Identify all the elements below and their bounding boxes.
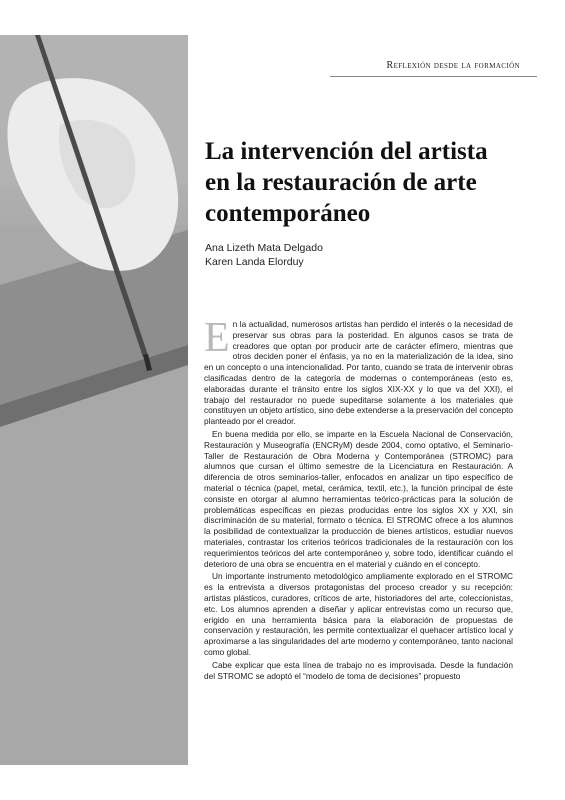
author-1: Ana Lizeth Mata Delgado	[205, 242, 323, 254]
article-body	[204, 315, 514, 683]
section-label: Reflexión desde la formación	[386, 60, 520, 71]
photo-illustration	[0, 35, 188, 765]
paragraph-1-text: n la actualidad, numerosos artistas han perdido el interés o la necesidad de preservar sus obras para la posteridad. En algunos casos se trata de creadores que optan por producir arte de carácter efímero, mientras que otros deciden poner el énfasis, ya no en la materialización de la idea, sino en un concepto o una intencionalidad. Por tanto, cuando se trata de intervenir obras clasificadas dentro de la categoría de modernas o contemporáneas (esto es, elaboradas durante el tránsito entre los siglos XIX-XX y lo que va del XXI), el trabajo del restaurador no puede supeditarse solamente a los materiales que constituyen un objeto artístico, sino debe extenderse a la preservación del concepto planteado por el creador.	[204, 319, 513, 427]
article-title	[205, 136, 535, 229]
paragraph-3: Un importante instrumento metodológico ampliamente explorado en el STROMC es la entrevista a diversos protagonistas del proceso creador y su recepción: artistas plásticos, curadores, críticos de arte, historiadores del arte, coleccionistas, etc. Los alumnos aprenden a diseñar y aplicar entrevistas como un recurso que, erigido en una herramienta básica para la elaboración de propuestas de conservación y restauración, les permite contextualizar el quehacer artístico local y aproximarse a las singularidades del arte moderno y contemporáneo, tanto nacional como global.	[204, 571, 514, 657]
paragraph-2: En buena medida por ello, se imparte en la Escuela Nacional de Conservación, Restauración y Museografía (ENCRyM) desde 2004, como optativo, el Seminario-Taller de Restauración de Obra Moderna y Contemporánea (STROMC) para alumnos que cursan el último semestre de la Licenciatura en Restauración. A diferencia de otros seminarios-taller, enfocados en analizar un tipo específico de material o técnica (papel, metal, cerámica, textil, etc.), la función principal de éste consiste en otorgar al alumno herramientas teórico-prácticas para la solución de problemáticas específicas en piezas producidas entre los siglos XX y XXI, sin discriminación de su material, formato o técnica. El STROMC ofrece a los alumnos la posibilidad de contextualizar la producción de bienes artísticos, estudiar nuevos materiales, contrastar los criterios teóricos tradicionales de la restauración con los requerimientos teóricos del arte contemporáneo y, sobre todo, identificar cuándo el deterioro de una obra se encuentra en el material y cuándo en el concepto.	[204, 428, 513, 569]
paragraph-1	[204, 315, 513, 427]
title-line-3: contemporáneo	[205, 200, 371, 227]
title-line-1: La intervención del artista	[205, 138, 488, 165]
drop-cap: E	[204, 315, 230, 361]
authors	[205, 241, 323, 269]
author-2: Karen Landa Elorduy	[205, 256, 304, 268]
paragraph-4: Cabe explicar que esta línea de trabajo no es improvisada. Desde la fundación del STROMC se adoptó el “modelo de toma de decisiones” propuesto	[204, 659, 513, 681]
title-line-2: en la restauración de arte	[205, 169, 477, 196]
header-rule	[330, 76, 537, 77]
restoration-photo	[0, 35, 188, 765]
